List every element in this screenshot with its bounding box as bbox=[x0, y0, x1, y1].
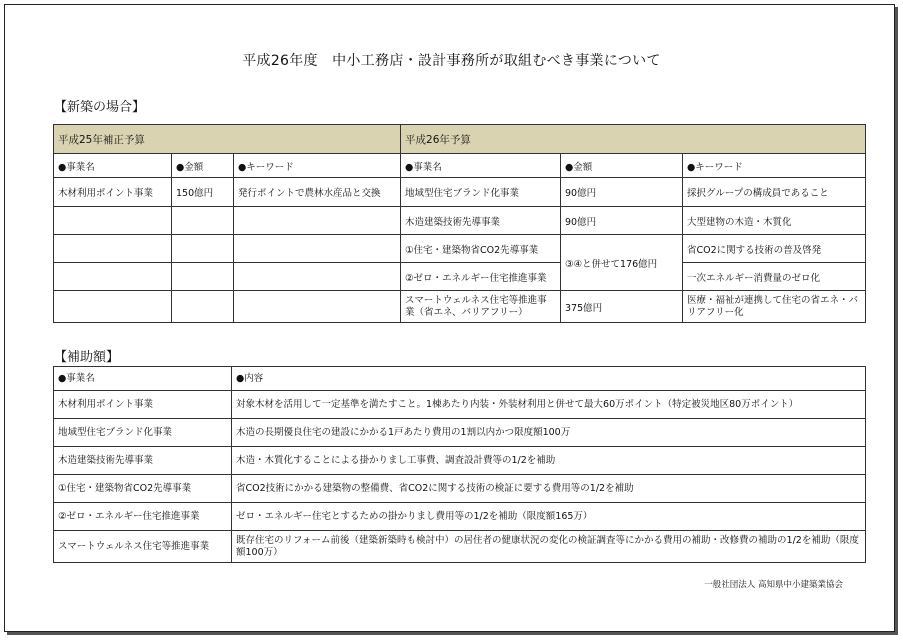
table-row bbox=[54, 391, 866, 419]
left-keyword-cell: 発行ポイントで農林水産品と交換 bbox=[234, 178, 401, 207]
table-row bbox=[54, 291, 866, 323]
subsidy-content-cell: 省CO2技術にかかる建築物の整備費、省CO2に関する技術の検証に要する費用等の1/2を補助 bbox=[232, 475, 866, 503]
col-header-keyword-right: ●キーワード bbox=[683, 154, 866, 178]
right-amount-cell: 375億円 bbox=[561, 291, 683, 323]
empty-cell bbox=[172, 291, 234, 323]
group-header-h25: 平成25年補正予算 bbox=[54, 125, 401, 154]
col-header-amount-right: ●金額 bbox=[561, 154, 683, 178]
subsidy-content-cell: 木造・木質化することによる掛かりまし工事費、調査設計費等の1/2を補助 bbox=[232, 447, 866, 475]
right-keyword-cell: 大型建物の木造・木質化 bbox=[683, 207, 866, 235]
subsidy-table bbox=[53, 366, 866, 563]
right-name-cell: スマートウェルネス住宅等推進事業（省エネ、バリアフリー） bbox=[401, 291, 561, 323]
right-keyword-cell: 一次エネルギー消費量のゼロ化 bbox=[683, 263, 866, 291]
merged-amount-cell: ③④と併せて176億円 bbox=[561, 235, 683, 291]
empty-cell bbox=[234, 207, 401, 235]
empty-cell bbox=[172, 207, 234, 235]
section-subsidy: 【補助額】 bbox=[54, 350, 120, 365]
table-row bbox=[54, 263, 866, 291]
subsidy-content-cell: 既存住宅のリフォーム前後（建築新築時も検討中）の居住者の健康状況の変化の検証調査等にかかる費用の補助・改修費の補助の1/2を補助（限度額100万） bbox=[232, 531, 866, 563]
table-row bbox=[54, 235, 866, 263]
col-header-keyword-left: ●キーワード bbox=[234, 154, 401, 178]
col-header-content: ●内容 bbox=[232, 367, 866, 391]
right-name-cell: 木造建築技術先導事業 bbox=[401, 207, 561, 235]
section-new-build: 【新築の場合】 bbox=[54, 100, 146, 115]
group-header-h26: 平成26年予算 bbox=[401, 125, 866, 154]
footer-org: 一般社団法人 高知県中小建築業協会 bbox=[704, 580, 843, 590]
right-keyword-cell: 省CO2に関する技術の普及啓発 bbox=[683, 235, 866, 263]
empty-cell bbox=[172, 235, 234, 263]
table-row bbox=[54, 207, 866, 235]
col-header-amount-left: ●金額 bbox=[172, 154, 234, 178]
table-row bbox=[54, 475, 866, 503]
right-name-cell: 地域型住宅ブランド化事業 bbox=[401, 178, 561, 207]
right-name-cell: ①住宅・建築物省CO2先導事業 bbox=[401, 235, 561, 263]
right-keyword-cell: 医療・福祉が連携して住宅の省エネ・バリアフリー化 bbox=[683, 291, 866, 323]
subsidy-name-cell: ①住宅・建築物省CO2先導事業 bbox=[54, 475, 232, 503]
subsidy-name-cell: スマートウェルネス住宅等推進事業 bbox=[54, 531, 232, 563]
subsidy-name-cell: ②ゼロ・エネルギー住宅推進事業 bbox=[54, 503, 232, 531]
table-row bbox=[54, 447, 866, 475]
empty-cell bbox=[234, 291, 401, 323]
empty-cell bbox=[172, 263, 234, 291]
table-row bbox=[54, 531, 866, 563]
empty-cell bbox=[234, 263, 401, 291]
subsidy-content-cell: 木造の長期優良住宅の建設にかかる1戸あたり費用の1割以内かつ限度額100万 bbox=[232, 419, 866, 447]
col-header-name: ●事業名 bbox=[54, 367, 232, 391]
subsidy-name-cell: 木材利用ポイント事業 bbox=[54, 391, 232, 419]
empty-cell bbox=[54, 291, 172, 323]
right-amount-cell: 90億円 bbox=[561, 207, 683, 235]
right-keyword-cell: 採択グループの構成員であること bbox=[683, 178, 866, 207]
table-row bbox=[54, 419, 866, 447]
col-header-name-right: ●事業名 bbox=[401, 154, 561, 178]
empty-cell bbox=[54, 235, 172, 263]
subsidy-content-cell: ゼロ・エネルギー住宅とするための掛かりまし費用等の1/2を補助（限度額165万） bbox=[232, 503, 866, 531]
subsidy-name-cell: 木造建築技術先導事業 bbox=[54, 447, 232, 475]
col-header-name-left: ●事業名 bbox=[54, 154, 172, 178]
empty-cell bbox=[234, 235, 401, 263]
left-name-cell: 木材利用ポイント事業 bbox=[54, 178, 172, 207]
left-amount-cell: 150億円 bbox=[172, 178, 234, 207]
new-build-table bbox=[53, 124, 866, 323]
empty-cell bbox=[54, 207, 172, 235]
right-amount-cell: 90億円 bbox=[561, 178, 683, 207]
empty-cell bbox=[54, 263, 172, 291]
subsidy-name-cell: 地域型住宅ブランド化事業 bbox=[54, 419, 232, 447]
page-title: 平成26年度 中小工務店・設計事務所が取組むべき事業について bbox=[242, 53, 661, 69]
subsidy-content-cell: 対象木材を活用して一定基準を満たすこと。1棟あたり内装・外装材利用と併せて最大60万ポイント（特定被災地区80万ポイント） bbox=[232, 391, 866, 419]
table-row bbox=[54, 178, 866, 207]
right-name-cell: ②ゼロ・エネルギー住宅推進事業 bbox=[401, 263, 561, 291]
table-row bbox=[54, 503, 866, 531]
